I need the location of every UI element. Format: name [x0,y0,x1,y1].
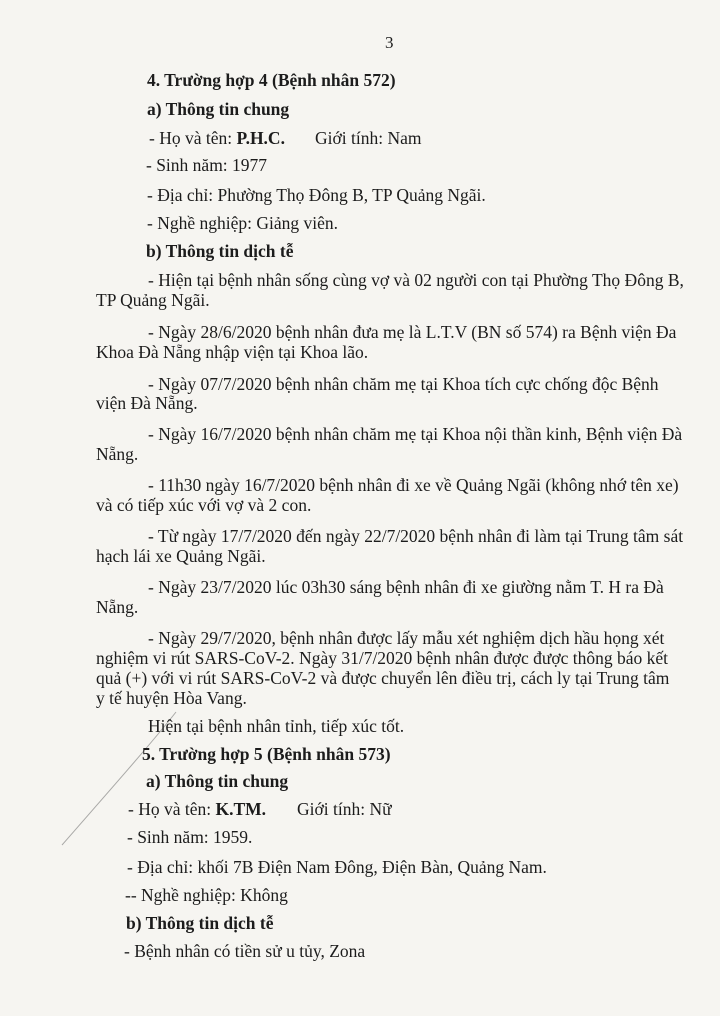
case4-general-heading: a) Thông tin chung [147,99,290,119]
name-label: - Họ và tên: [128,799,216,819]
case4-p8-line3: quả (+) với vi rút SARS-CoV-2 và được chuyển lên điều trị, cách ly tại Trung tâm [96,668,670,688]
page-number: 3 [385,33,394,52]
case5-occupation: -- Nghề nghiệp: Không [125,885,288,905]
case4-heading: 4. Trường hợp 4 (Bệnh nhân 572) [147,70,396,90]
case4-p5-line1: - 11h30 ngày 16/7/2020 bệnh nhân đi xe về Quảng Ngãi (không nhớ tên xe) [148,475,679,495]
case4-status: Hiện tại bệnh nhân tỉnh, tiếp xúc tốt. [148,716,405,736]
case4-p3-line1: - Ngày 07/7/2020 bệnh nhân chăm mẹ tại Khoa tích cực chống độc Bệnh [148,374,659,394]
case5-birth: - Sinh năm: 1959. [127,827,253,847]
name-label: - Họ và tên: [149,128,237,148]
case4-p7-line1: - Ngày 23/7/2020 lúc 03h30 sáng bệnh nhân đi xe giường nằm T. H ra Đà [148,577,664,597]
case5-general-heading: a) Thông tin chung [146,771,289,791]
case4-p8-line1: - Ngày 29/7/2020, bệnh nhân được lấy mẫu xét nghiệm dịch hầu họng xét [148,628,665,648]
case4-p6-line2: hạch lái xe Quảng Ngãi. [96,546,266,566]
case4-p7-line2: Nẵng. [96,597,139,617]
case4-p5-line2: và có tiếp xúc với vợ và 2 con. [96,495,312,515]
case4-name-line [149,128,285,149]
case4-p3-line2: viện Đà Nẵng. [96,393,198,413]
case5-p1: - Bệnh nhân có tiền sử u tủy, Zona [124,941,366,961]
case4-birth: - Sinh năm: 1977 [146,155,268,175]
case5-name-line [128,799,266,820]
case4-p8-line4: y tế huyện Hòa Vang. [96,688,247,708]
case4-p1-line2: TP Quảng Ngãi. [96,290,210,310]
case4-address: - Địa chỉ: Phường Thọ Đông B, TP Quảng Ngãi. [147,185,486,205]
case4-epi-heading: b) Thông tin dịch tễ [146,241,294,261]
case4-p8-line2: nghiệm vi rút SARS-CoV-2. Ngày 31/7/2020 bệnh nhân được được thông báo kết [96,648,668,668]
case4-occupation: - Nghề nghiệp: Giảng viên. [147,213,338,233]
case4-p2-line1: - Ngày 28/6/2020 bệnh nhân đưa mẹ là L.T.V (BN số 574) ra Bệnh viện Đa [148,322,677,342]
case5-address: - Địa chỉ: khối 7B Điện Nam Đông, Điện Bàn, Quảng Nam. [127,857,547,877]
case4-p2-line2: Khoa Đà Nẵng nhập viện tại Khoa lão. [96,342,369,362]
name-value: K.TM. [215,799,267,819]
name-value: P.H.C. [236,128,285,148]
case5-gender: Giới tính: Nữ [297,799,392,819]
case4-p4-line1: - Ngày 16/7/2020 bệnh nhân chăm mẹ tại Khoa nội thần kinh, Bệnh viện Đà [148,424,683,444]
case4-p4-line2: Nẵng. [96,444,139,464]
case5-epi-heading: b) Thông tin dịch tễ [126,913,274,933]
case4-gender: Giới tính: Nam [315,128,422,148]
case4-p6-line1: - Từ ngày 17/7/2020 đến ngày 22/7/2020 bệnh nhân đi làm tại Trung tâm sát [148,526,684,546]
case4-p1-line1: - Hiện tại bệnh nhân sống cùng vợ và 02 người con tại Phường Thọ Đông B, [148,270,684,290]
case5-heading: 5. Trường hợp 5 (Bệnh nhân 573) [142,744,391,764]
